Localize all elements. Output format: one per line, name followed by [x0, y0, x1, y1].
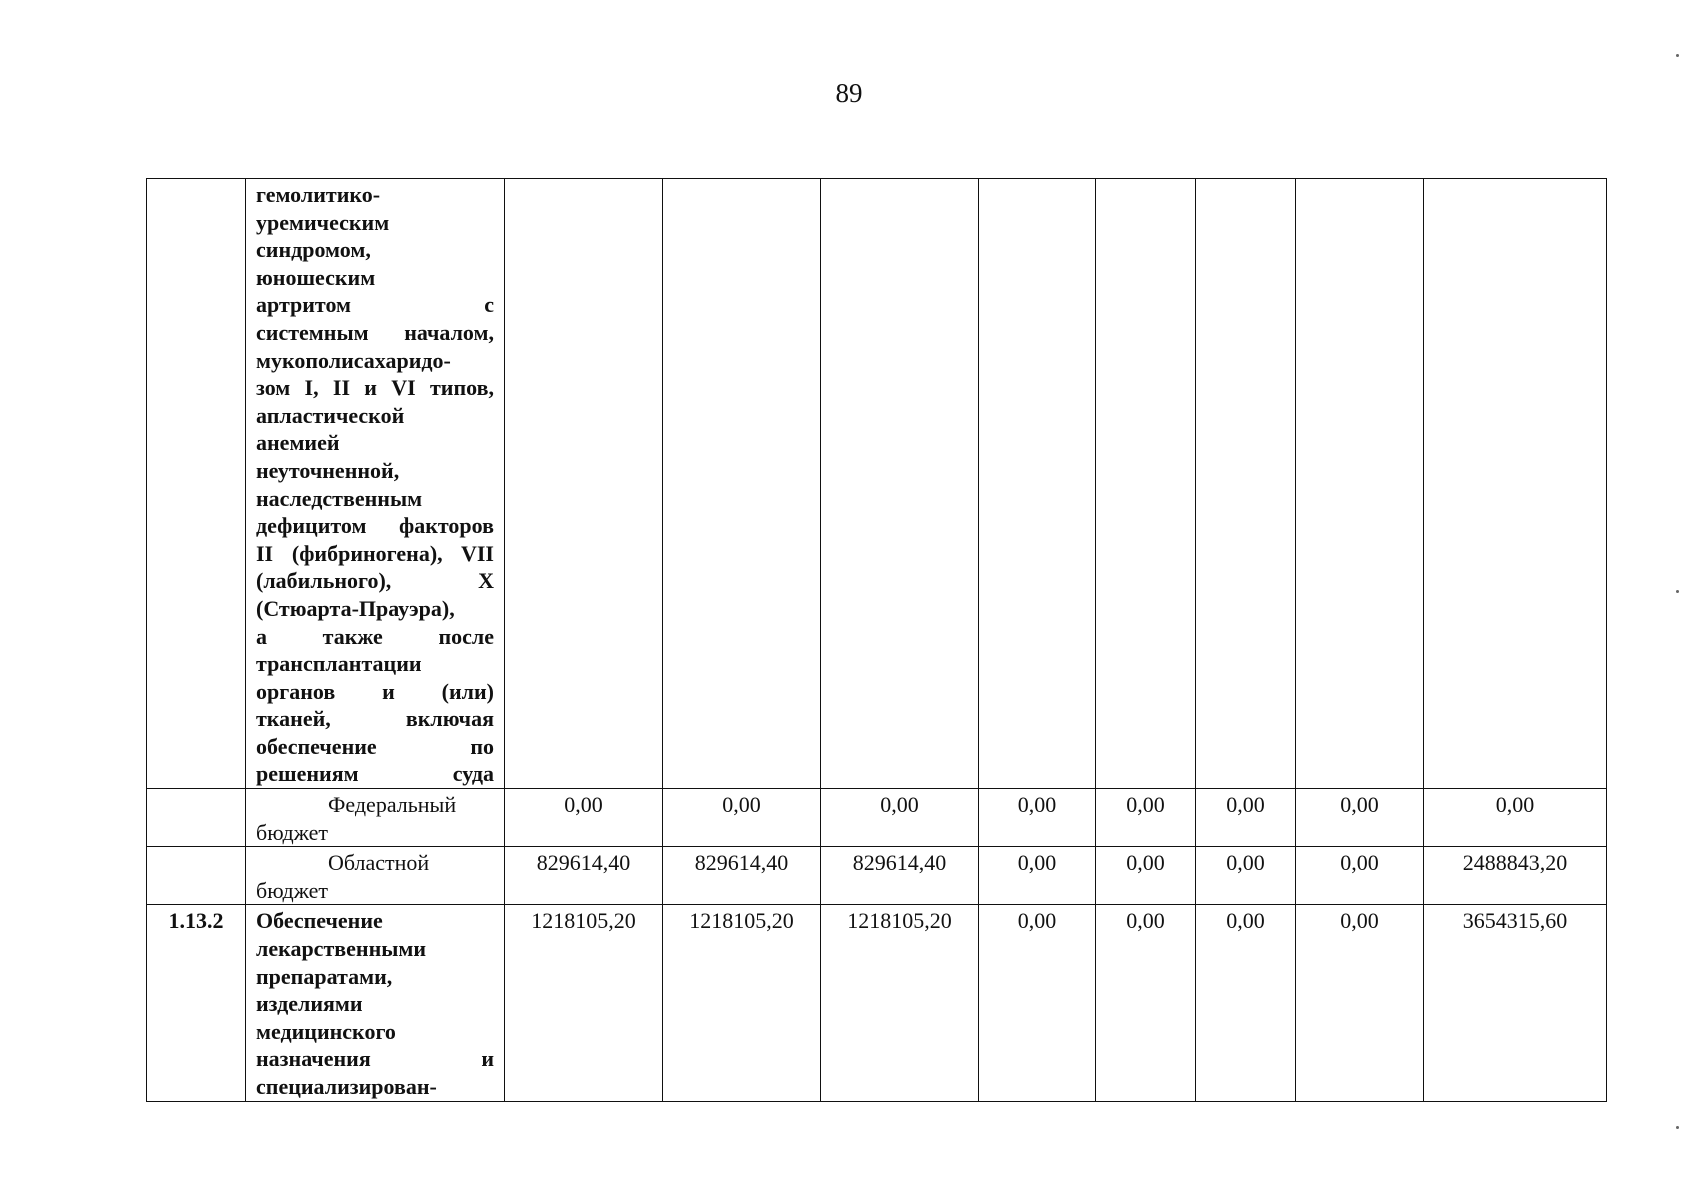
value-cell: [979, 179, 1096, 789]
scan-speck: [1676, 590, 1679, 593]
page-number: 89: [835, 78, 863, 108]
row-code: [147, 179, 246, 789]
value-cell: 0,00: [1196, 847, 1296, 905]
value-cell: 0,00: [1296, 789, 1424, 847]
value-cell: 0,00: [505, 789, 663, 847]
value-cell: 0,00: [979, 789, 1096, 847]
value-cell: 0,00: [663, 789, 821, 847]
value-cell: 1218105,20: [821, 905, 979, 1101]
value-cell: 3654315,60: [1424, 905, 1607, 1101]
value-cell: 829614,40: [821, 847, 979, 905]
value-cell: 0,00: [821, 789, 979, 847]
value-cell: 0,00: [1296, 847, 1424, 905]
value-cell: [1296, 179, 1424, 789]
funding-source: Федеральный бюджет: [246, 789, 505, 847]
value-cell: 0,00: [1196, 905, 1296, 1101]
table-row: [147, 905, 1607, 1101]
row-description: Обеспечение лекарственными препаратами, изделиями медицинского назначения и специализирован-: [246, 905, 505, 1101]
value-cell: [663, 179, 821, 789]
value-cell: 0,00: [1096, 847, 1196, 905]
value-cell: [1424, 179, 1607, 789]
value-cell: 2488843,20: [1424, 847, 1607, 905]
value-cell: 0,00: [979, 905, 1096, 1101]
value-cell: 829614,40: [663, 847, 821, 905]
value-cell: [1196, 179, 1296, 789]
scan-speck: [1676, 54, 1679, 57]
budget-table: [146, 178, 1607, 1102]
row-code: [147, 847, 246, 905]
value-cell: 0,00: [1424, 789, 1607, 847]
value-cell: 1218105,20: [505, 905, 663, 1101]
value-cell: [1096, 179, 1196, 789]
table-row: [147, 789, 1607, 847]
value-cell: [505, 179, 663, 789]
value-cell: [821, 179, 979, 789]
value-cell: 0,00: [1096, 789, 1196, 847]
funding-source: Областной бюджет: [246, 847, 505, 905]
row-description: гемолитико- уремическим синдромом, юношеским артритом с системным началом, мукополисахаридо- зом I, II и VI типов, апластической анемией неуточненной, наследственным дефицитом факторов II (фибриногена), VII (лабильного), X (Стюарта-Прауэра), а также после трансплантации органов и (или) тканей, включая обеспечение по решениям суда: [246, 179, 505, 789]
value-cell: 0,00: [1296, 905, 1424, 1101]
value-cell: 0,00: [979, 847, 1096, 905]
value-cell: 829614,40: [505, 847, 663, 905]
row-code: 1.13.2: [147, 905, 246, 1101]
table-row: [147, 847, 1607, 905]
value-cell: 0,00: [1196, 789, 1296, 847]
value-cell: 1218105,20: [663, 905, 821, 1101]
row-code: [147, 789, 246, 847]
scan-speck: [1676, 1126, 1679, 1129]
table-row: [147, 179, 1607, 789]
value-cell: 0,00: [1096, 905, 1196, 1101]
